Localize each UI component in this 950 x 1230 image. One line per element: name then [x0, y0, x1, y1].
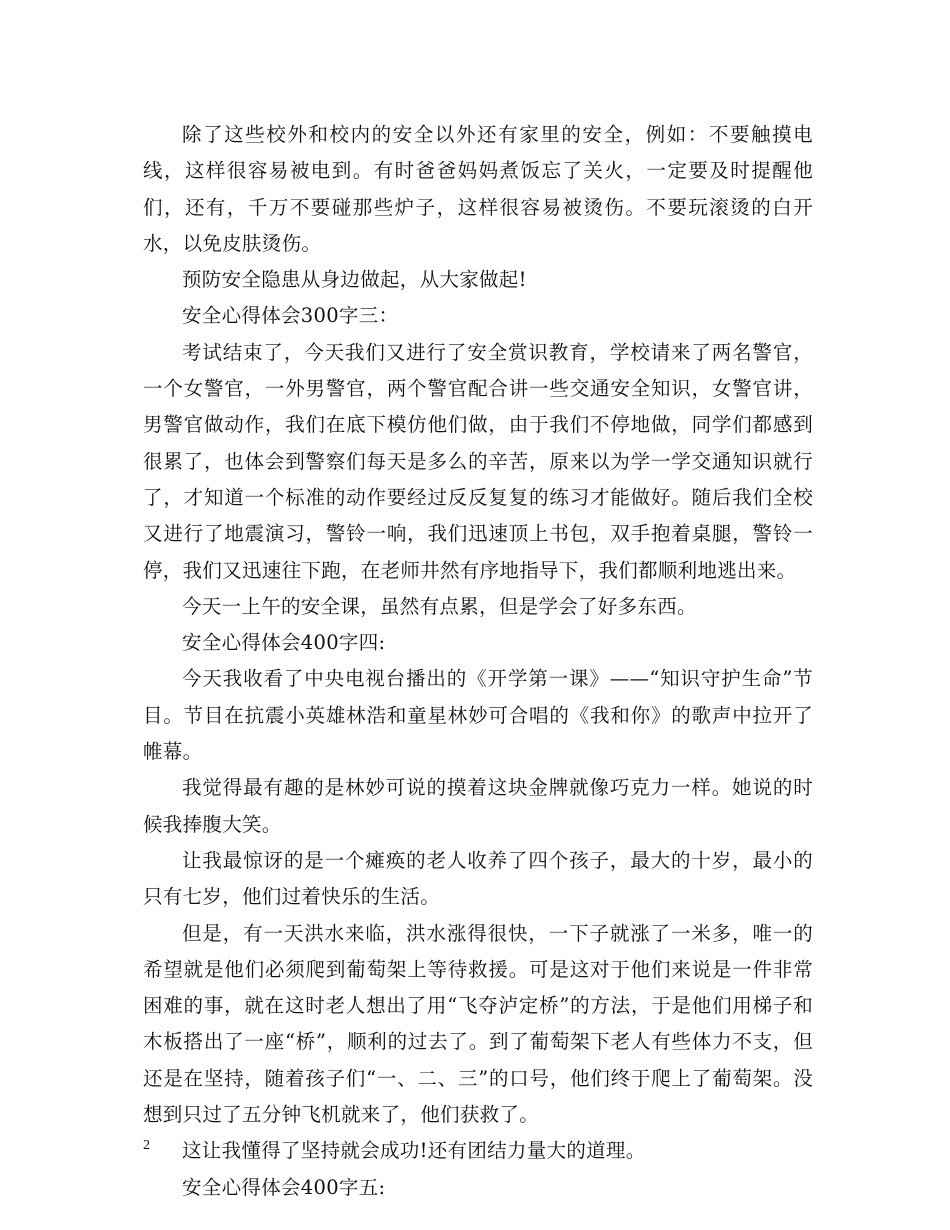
paragraph: 除了这些校外和校内的安全以外还有家里的安全，例如：不要触摸电线，这样很容易被电到。有时爸爸妈妈煮饭忘了关火，一定要及时提醒他们，还有，千万不要碰那些炉子，这样很容易被烫伤。不要玩滚烫的白开水，以免皮肤烫伤。 [143, 123, 813, 255]
section-heading: 安全心得体会300字三： [182, 304, 399, 328]
page-number: 2 [143, 1138, 150, 1153]
document-body [143, 117, 813, 1206]
paragraph: 今天我收看了中央电视台播出的《开学第一课》——“知识守护生命”节目。节目在抗震小英雄林浩和童星林妙可合唱的《我和你》的歌声中拉开了帷幕。 [143, 667, 813, 764]
section-heading: 安全心得体会400字五: [182, 1175, 386, 1199]
paragraph: 但是，有一天洪水来临，洪水涨得很快，一下子就涨了一米多，唯一的希望就是他们必须爬到葡萄架上等待救援。可是这对于他们来说是一件非常困难的事，就在这时老人想出了用“飞夺泸定桥”的方法，于是他们用梯子和木板搭出了一座“桥”，顺利的过去了。到了葡萄架下老人有些体力不支，但还是在坚持，随着孩子们“一、二、三”的口号，他们终于爬上了葡萄架。没想到只过了五分钟飞机就来了，他们获救了。 [143, 921, 813, 1127]
paragraph: 让我最惊讶的是一个瘫痪的老人收养了四个孩子，最大的十岁，最小的只有七岁，他们过着快乐的生活。 [143, 848, 813, 909]
paragraph: 预防安全隐患从身边做起，从大家做起! [182, 268, 527, 292]
paragraph: 考试结束了，今天我们又进行了安全赏识教育，学校请来了两名警官，一个女警官，一外男警官，两个警官配合讲一些交通安全知识，女警官讲，男警官做动作，我们在底下模仿他们做，由于我们不停地做，同学们都感到很累了，也体会到警察们每天是多么的辛苦，原来以为学一学交通知识就行了，才知道一个标准的动作要经过反反复复的练习才能做好。随后我们全校又进行了地震演习，警铃一响，我们迅速顶上书包，双手抱着桌腿，警铃一停，我们又迅速往下跑，在老师井然有序地指导下，我们都顺利地逃出来。 [143, 340, 813, 582]
paragraph: 今天一上午的安全课，虽然有点累，但是学会了好多东西。 [182, 594, 697, 618]
paragraph: 我觉得最有趣的是林妙可说的摸着这块金牌就像巧克力一样。她说的时候我捧腹大笑。 [143, 776, 813, 836]
section-heading: 安全心得体会400字四: [182, 631, 386, 655]
paragraph: 这让我懂得了坚持就会成功!还有团结力量大的道理。 [182, 1139, 646, 1163]
